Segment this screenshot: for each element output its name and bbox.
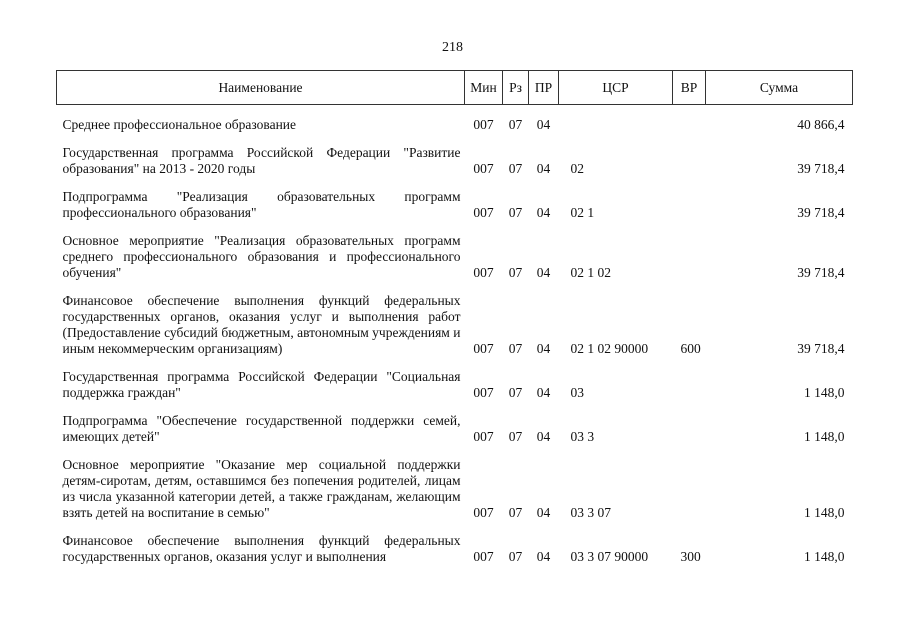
cell-rz: 07 bbox=[508, 385, 523, 400]
row-spacer-cell bbox=[57, 445, 853, 457]
row-spacer bbox=[57, 177, 853, 189]
cell-min: 007 bbox=[473, 265, 494, 280]
table-row bbox=[57, 533, 853, 565]
cell-pr: 04 bbox=[536, 205, 551, 220]
cell-min: 007 bbox=[473, 505, 494, 520]
cell-name: Государственная программа Российской Федерации "Развитие образования" на 2013 - 2020 годы bbox=[62, 145, 461, 176]
cell-pr: 04 bbox=[536, 549, 551, 564]
row-spacer-cell bbox=[57, 177, 853, 189]
cell-min: 007 bbox=[473, 161, 494, 176]
cell-vr bbox=[673, 117, 706, 133]
cell-sum: 39 718,4 bbox=[797, 161, 845, 176]
cell-csr: 03 3 07 90000 bbox=[570, 549, 649, 564]
cell-pr: 04 bbox=[536, 265, 551, 280]
table-header bbox=[57, 71, 853, 105]
row-spacer bbox=[57, 281, 853, 293]
row-spacer-cell bbox=[57, 521, 853, 533]
cell-pr: 04 bbox=[536, 341, 551, 356]
cell-sum: 39 718,4 bbox=[797, 265, 845, 280]
row-spacer-cell bbox=[57, 133, 853, 145]
row-spacer bbox=[57, 133, 853, 145]
row-spacer-cell bbox=[57, 281, 853, 293]
table-row bbox=[57, 457, 853, 521]
cell-min: 007 bbox=[473, 205, 494, 220]
cell-vr: 300 bbox=[680, 549, 701, 564]
cell-sum: 40 866,4 bbox=[797, 117, 845, 132]
cell-sum: 39 718,4 bbox=[797, 205, 845, 220]
cell-csr: 02 bbox=[570, 161, 584, 176]
cell-rz: 07 bbox=[508, 505, 523, 520]
header-csr: ЦСР bbox=[559, 71, 673, 105]
cell-name: Государственная программа Российской Федерации "Социальная поддержка граждан" bbox=[62, 369, 461, 400]
cell-pr: 04 bbox=[536, 385, 551, 400]
row-spacer bbox=[57, 105, 853, 118]
cell-pr: 04 bbox=[536, 429, 551, 444]
cell-vr bbox=[673, 145, 706, 177]
cell-vr bbox=[673, 413, 706, 445]
cell-rz: 07 bbox=[508, 205, 523, 220]
page-number: 218 bbox=[442, 40, 463, 55]
table-row bbox=[57, 233, 853, 281]
cell-rz: 07 bbox=[508, 429, 523, 444]
row-spacer bbox=[57, 401, 853, 413]
cell-vr bbox=[673, 369, 706, 401]
table-row bbox=[57, 413, 853, 445]
row-spacer-cell bbox=[57, 357, 853, 369]
cell-csr: 02 1 bbox=[570, 205, 595, 220]
cell-csr: 03 bbox=[570, 385, 584, 400]
cell-sum: 1 148,0 bbox=[804, 549, 845, 564]
cell-min: 007 bbox=[473, 385, 494, 400]
cell-sum: 1 148,0 bbox=[804, 429, 845, 444]
row-spacer-cell bbox=[57, 221, 853, 233]
cell-min: 007 bbox=[473, 117, 494, 132]
table-row bbox=[57, 293, 853, 357]
table-body bbox=[57, 105, 853, 566]
cell-name: Финансовое обеспечение выполнения функций федеральных государственных органов, оказания услуг и выполнения bbox=[62, 533, 461, 564]
cell-rz: 07 bbox=[508, 117, 523, 132]
table-row bbox=[57, 189, 853, 221]
row-spacer bbox=[57, 445, 853, 457]
cell-csr bbox=[559, 117, 673, 133]
cell-rz: 07 bbox=[508, 265, 523, 280]
row-spacer bbox=[57, 357, 853, 369]
table-row bbox=[57, 117, 853, 133]
row-spacer bbox=[57, 221, 853, 233]
table-row bbox=[57, 145, 853, 177]
cell-rz: 07 bbox=[508, 341, 523, 356]
cell-min: 007 bbox=[473, 341, 494, 356]
header-vr: ВР bbox=[673, 71, 706, 105]
cell-csr: 02 1 02 90000 bbox=[570, 341, 649, 356]
cell-name: Среднее профессиональное образование bbox=[62, 117, 297, 132]
cell-name: Основное мероприятие "Оказание мер социальной поддержки детям-сиротам, детям, оставшимся без попечения родителей, лицам из числа указанной категории детей, а также гражданам, желающим взять детей на воспитание в семью" bbox=[62, 457, 461, 520]
budget-table bbox=[56, 70, 853, 565]
header-sum: Сумма bbox=[706, 71, 853, 105]
cell-csr: 03 3 07 bbox=[570, 505, 611, 520]
cell-rz: 07 bbox=[508, 161, 523, 176]
header-name: Наименование bbox=[57, 71, 465, 105]
cell-name: Основное мероприятие "Реализация образовательных программ среднего профессионального образования и профессионального обучения" bbox=[62, 233, 461, 280]
cell-vr bbox=[673, 233, 706, 281]
header-rz: Рз bbox=[503, 71, 529, 105]
cell-name: Финансовое обеспечение выполнения функций федеральных государственных органов, оказания услуг и выполнения работ (Предоставление субсидий бюджетным, автономным учреждениям и иным некоммерческим организациям) bbox=[62, 293, 461, 356]
cell-pr: 04 bbox=[536, 161, 551, 176]
cell-pr: 04 bbox=[536, 117, 551, 132]
cell-vr bbox=[673, 189, 706, 221]
cell-name: Подпрограмма "Реализация образовательных программ профессионального образования" bbox=[62, 189, 461, 220]
header-pr: ПР bbox=[529, 71, 559, 105]
cell-sum: 1 148,0 bbox=[804, 505, 845, 520]
row-spacer bbox=[57, 521, 853, 533]
header-min: Мин bbox=[465, 71, 503, 105]
cell-min: 007 bbox=[473, 549, 494, 564]
cell-vr: 600 bbox=[680, 341, 701, 356]
cell-sum: 1 148,0 bbox=[804, 385, 845, 400]
cell-pr: 04 bbox=[536, 505, 551, 520]
cell-rz: 07 bbox=[508, 549, 523, 564]
row-spacer-cell bbox=[57, 401, 853, 413]
cell-csr: 02 1 02 bbox=[570, 265, 611, 280]
cell-min: 007 bbox=[473, 429, 494, 444]
cell-vr bbox=[673, 457, 706, 521]
cell-name: Подпрограмма "Обеспечение государственной поддержки семей, имеющих детей" bbox=[62, 413, 461, 444]
row-spacer-cell bbox=[57, 105, 853, 118]
cell-csr: 03 3 bbox=[570, 429, 595, 444]
cell-sum: 39 718,4 bbox=[797, 341, 845, 356]
table-row bbox=[57, 369, 853, 401]
